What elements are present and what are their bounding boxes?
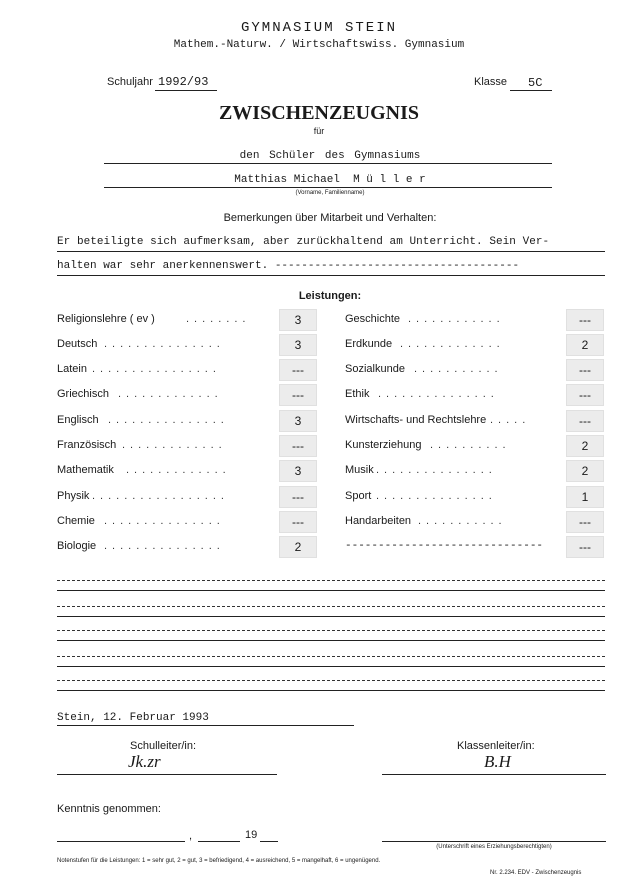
leader-dots: ............... bbox=[376, 464, 497, 476]
leader-dots: ................. bbox=[92, 490, 229, 502]
dashed-line bbox=[57, 606, 605, 607]
klasse-label: Klasse bbox=[474, 76, 508, 88]
subject-name: Latein bbox=[57, 363, 87, 375]
kenntnis-label: Kenntnis genommen: bbox=[57, 803, 161, 815]
student-name: Matthias Michael M ü l l e r bbox=[234, 174, 426, 186]
name-caption: (Vorname, Familienname) bbox=[295, 190, 365, 196]
student-line: den Schüler des Gymnasiums bbox=[239, 150, 421, 162]
subject-name: Englisch bbox=[57, 414, 99, 426]
grade-box: --- bbox=[279, 511, 317, 533]
student-name-underline bbox=[104, 187, 552, 188]
place-date-underline bbox=[57, 725, 354, 726]
subject-name: Sport bbox=[345, 490, 372, 502]
underline bbox=[57, 590, 605, 591]
grade-box: 3 bbox=[279, 460, 317, 482]
leader-dots: ............... bbox=[104, 540, 225, 552]
document-title: ZWISCHENZEUGNIS bbox=[218, 102, 420, 124]
schulleiter-signature: Jk.zr bbox=[128, 752, 161, 771]
remarks-underline-2 bbox=[57, 275, 605, 276]
grade-box: --- bbox=[279, 384, 317, 406]
dashed-line bbox=[57, 680, 605, 681]
subject-name: Geschichte bbox=[345, 313, 401, 325]
grade-box: 2 bbox=[566, 435, 604, 457]
klasse-value: 5C bbox=[528, 76, 543, 90]
leader-dots: ............... bbox=[108, 414, 229, 426]
remarks-underline-1 bbox=[57, 251, 605, 252]
subject-name: Biologie bbox=[57, 540, 97, 552]
leader-dots: ............. bbox=[126, 464, 231, 476]
grade-box: --- bbox=[566, 309, 604, 331]
kenntnis-place-line bbox=[57, 841, 185, 842]
subject-name-blank: ------------------------------ bbox=[345, 540, 544, 552]
subject-name: Mathematik bbox=[57, 464, 114, 476]
leader-dots: ........ bbox=[186, 313, 251, 325]
remarks-label: Bemerkungen über Mitarbeit und Verhalten: bbox=[223, 212, 437, 224]
leader-dots: ............ bbox=[408, 313, 505, 325]
form-number: Nr. 2.234. EDV - Zwischenzeugnis bbox=[490, 870, 582, 876]
subject-name: Musik bbox=[345, 464, 374, 476]
grade-box: --- bbox=[566, 410, 604, 432]
subject-name: Sozialkunde bbox=[345, 363, 405, 375]
klasse-underline bbox=[510, 90, 552, 91]
leader-dots: ............... bbox=[378, 388, 499, 400]
grade-box: --- bbox=[566, 536, 604, 558]
subject-name: Ethik bbox=[345, 388, 370, 400]
subject-name: Wirtschafts- und Rechtslehre bbox=[345, 414, 487, 426]
leader-dots: .......... bbox=[430, 439, 511, 451]
subject-name: Erdkunde bbox=[345, 338, 393, 350]
school-subtitle: Mathem.-Naturw. / Wirtschaftswiss. Gymnasium bbox=[173, 39, 465, 51]
grade-box: 2 bbox=[566, 334, 604, 356]
subject-name: Handarbeiten bbox=[345, 515, 412, 527]
grade-box: 1 bbox=[566, 486, 604, 508]
subject-name: Kunsterziehung bbox=[345, 439, 422, 451]
subject-name: Religionslehre ( ev ) bbox=[57, 313, 155, 325]
comma: , bbox=[189, 830, 193, 842]
year-prefix: 19 bbox=[245, 829, 258, 841]
grade-box: --- bbox=[566, 384, 604, 406]
subject-name: Physik bbox=[57, 490, 90, 502]
place-date: Stein, 12. Februar 1993 bbox=[57, 712, 209, 724]
leader-dots: ........... bbox=[418, 515, 507, 527]
subject-name: Griechisch bbox=[57, 388, 109, 400]
klassenleiter-signature: B.H bbox=[484, 752, 511, 771]
grade-box: 3 bbox=[279, 334, 317, 356]
schulleiter-sig-line bbox=[57, 774, 277, 775]
leader-dots: ............. bbox=[118, 388, 223, 400]
grade-box: --- bbox=[279, 435, 317, 457]
underline bbox=[57, 640, 605, 641]
leader-dots: ........... bbox=[414, 363, 503, 375]
grading-note: Notenstufen für die Leistungen: 1 = sehr gut, 2 = gut, 3 = befriedigend, 4 = ausreichend, 5 = mangelhaft, 6 = ungenügend. bbox=[57, 858, 381, 864]
kenntnis-year-line bbox=[260, 841, 278, 842]
leader-dots: ............. bbox=[400, 338, 505, 350]
leistungen-label: Leistungen: bbox=[298, 290, 362, 302]
underline bbox=[57, 690, 605, 691]
grade-box: 3 bbox=[279, 309, 317, 331]
grade-box: 2 bbox=[566, 460, 604, 482]
leader-dots: ............... bbox=[104, 515, 225, 527]
grade-box: --- bbox=[566, 359, 604, 381]
schulleiter-label: Schulleiter/in: bbox=[130, 740, 197, 752]
leader-dots: ............... bbox=[376, 490, 497, 502]
guardian-caption: (Unterschrift eines Erziehungsberechtigten) bbox=[436, 844, 552, 850]
school-name: GYMNASIUM STEIN bbox=[240, 20, 398, 36]
klassenleiter-sig-line bbox=[382, 774, 606, 775]
kenntnis-date-line bbox=[198, 841, 240, 842]
subject-name: Französisch bbox=[57, 439, 117, 451]
leader-dots: ................ bbox=[92, 363, 221, 375]
leader-dots: ............. bbox=[122, 439, 227, 451]
grade-box: --- bbox=[279, 486, 317, 508]
for-label: für bbox=[313, 126, 325, 136]
grade-box: --- bbox=[279, 359, 317, 381]
grade-box: 3 bbox=[279, 410, 317, 432]
klassenleiter-label: Klassenleiter/in: bbox=[457, 740, 535, 752]
guardian-sig-line bbox=[382, 841, 606, 842]
subject-name: Deutsch bbox=[57, 338, 98, 350]
grade-box: --- bbox=[566, 511, 604, 533]
leader-dots: ............... bbox=[104, 338, 225, 350]
remarks-line-1: Er beteiligte sich aufmerksam, aber zurückhaltend am Unterricht. Sein Ver- bbox=[57, 236, 550, 248]
student-line-underline bbox=[104, 163, 552, 164]
underline bbox=[57, 666, 605, 667]
remarks-line-2: halten war sehr anerkennenswert. ------------------------------------- bbox=[57, 260, 520, 272]
grade-box: 2 bbox=[279, 536, 317, 558]
dashed-line bbox=[57, 580, 605, 581]
dashed-line bbox=[57, 630, 605, 631]
dashed-line bbox=[57, 656, 605, 657]
schuljahr-underline bbox=[155, 90, 217, 91]
schuljahr-value: 1992/93 bbox=[158, 75, 209, 89]
schuljahr-label: Schuljahr bbox=[107, 76, 153, 88]
subject-name: Chemie bbox=[57, 515, 95, 527]
leader-dots: ..... bbox=[490, 414, 531, 426]
underline bbox=[57, 616, 605, 617]
